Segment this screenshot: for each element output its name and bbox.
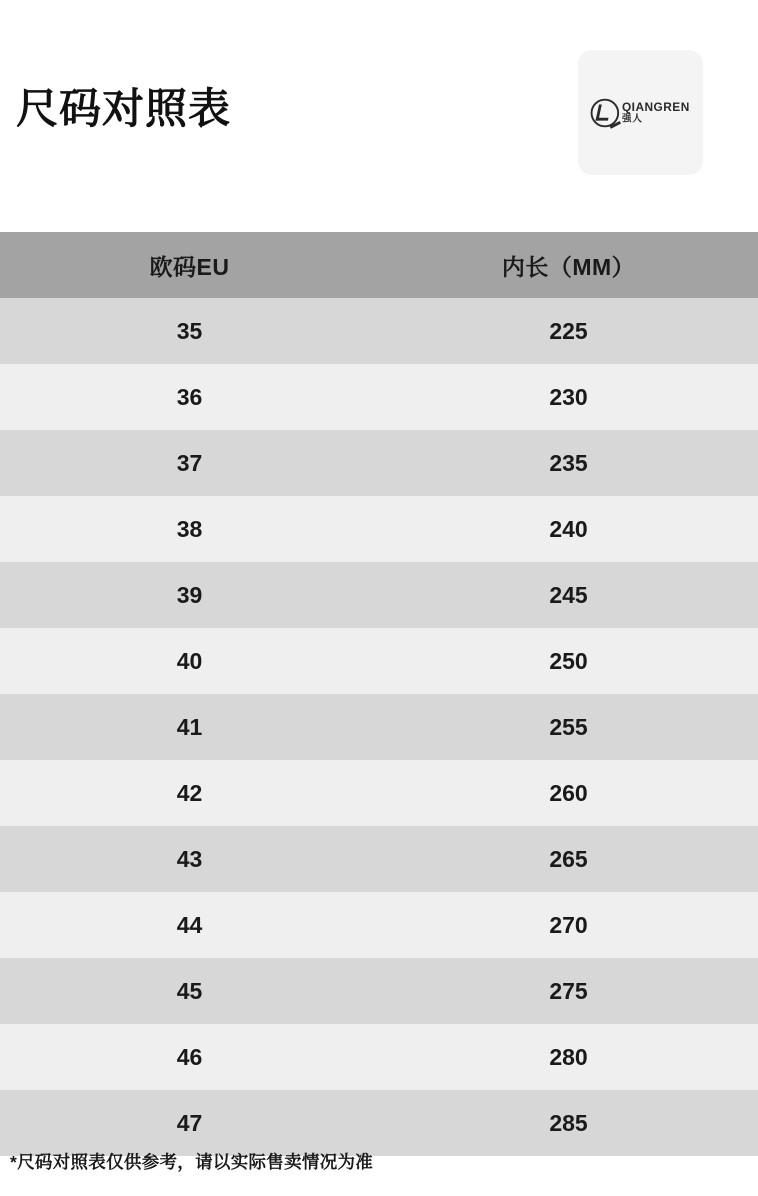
cell-inner-length: 260 — [379, 760, 758, 826]
logo-text-cn: 强人 — [622, 113, 644, 125]
cell-eu-size: 37 — [0, 430, 379, 496]
cell-inner-length: 265 — [379, 826, 758, 892]
cell-inner-length: 225 — [379, 298, 758, 364]
table-row — [0, 892, 758, 958]
cell-inner-length: 245 — [379, 562, 758, 628]
cell-eu-size: 40 — [0, 628, 379, 694]
column-header-length: 内长（MM） — [379, 232, 758, 298]
table-header-row — [0, 232, 758, 298]
cell-inner-length: 255 — [379, 694, 758, 760]
size-conversion-table — [0, 232, 758, 1156]
logo-text-en: QIANGREN — [622, 99, 691, 114]
cell-inner-length: 270 — [379, 892, 758, 958]
table-body — [0, 298, 758, 1156]
cell-eu-size: 39 — [0, 562, 379, 628]
cell-eu-size: 42 — [0, 760, 379, 826]
footnote: *尺码对照表仅供参考，请以实际售卖情况为准 — [10, 1152, 374, 1172]
cell-inner-length: 280 — [379, 1024, 758, 1090]
cell-inner-length: 285 — [379, 1090, 758, 1156]
logo-inner — [591, 98, 690, 127]
page-title: 尺码对照表 — [16, 85, 232, 132]
table-row — [0, 628, 758, 694]
table-row — [0, 298, 758, 364]
cell-eu-size: 38 — [0, 496, 379, 562]
cell-inner-length: 240 — [379, 496, 758, 562]
logo-text — [622, 101, 690, 124]
column-header-eu: 欧码EU — [0, 232, 379, 298]
cell-eu-size: 45 — [0, 958, 379, 1024]
table-row — [0, 496, 758, 562]
cell-eu-size: 41 — [0, 694, 379, 760]
table-row — [0, 958, 758, 1024]
brand-logo — [578, 50, 703, 175]
table-row — [0, 364, 758, 430]
table-row — [0, 1024, 758, 1090]
cell-eu-size: 43 — [0, 826, 379, 892]
table-row — [0, 760, 758, 826]
cell-eu-size: 46 — [0, 1024, 379, 1090]
cell-inner-length: 230 — [379, 364, 758, 430]
page-header — [0, 0, 758, 232]
table-row — [0, 694, 758, 760]
cell-eu-size: 47 — [0, 1090, 379, 1156]
table-row — [0, 430, 758, 496]
cell-inner-length: 275 — [379, 958, 758, 1024]
brand-mark-icon — [591, 98, 620, 127]
table-header — [0, 232, 758, 298]
table-row — [0, 1090, 758, 1156]
cell-eu-size: 44 — [0, 892, 379, 958]
cell-inner-length: 250 — [379, 628, 758, 694]
table-row — [0, 826, 758, 892]
cell-eu-size: 35 — [0, 298, 379, 364]
cell-inner-length: 235 — [379, 430, 758, 496]
cell-eu-size: 36 — [0, 364, 379, 430]
table-row — [0, 562, 758, 628]
